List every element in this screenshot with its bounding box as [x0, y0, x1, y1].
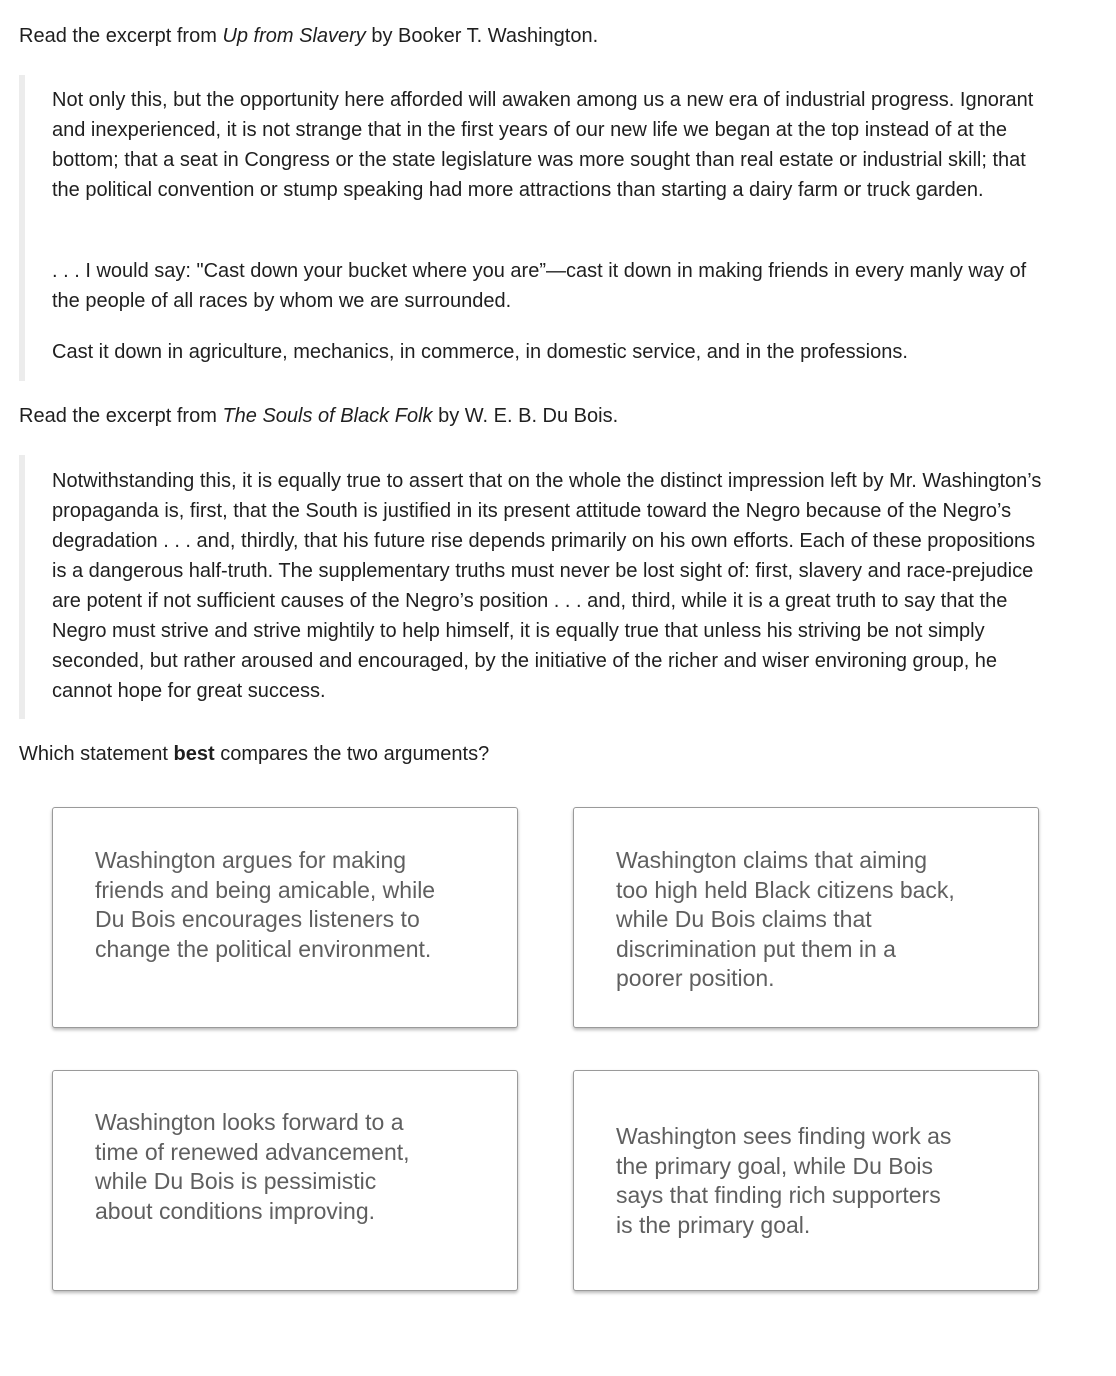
- excerpt-paragraph: . . . I would say: "Cast down your bucket where you are”—cast it down in making friends in every manly way of the people of all races by whom we are surrounded.: [52, 260, 1027, 312]
- excerpt-dubois: [19, 455, 1059, 719]
- answer-choice-text: Washington argues for making friends and being amicable, while Du Bois encourages listeners to change the political environment.: [95, 847, 436, 962]
- question-prompt: [19, 741, 489, 767]
- question-suffix: compares the two arguments?: [214, 743, 490, 765]
- question-emphasis: best: [173, 743, 215, 765]
- answer-choice-a[interactable]: [52, 807, 518, 1028]
- intro-suffix: by Booker T. Washington.: [365, 25, 599, 47]
- answer-choice-d[interactable]: [573, 1070, 1039, 1291]
- excerpt-paragraph: Notwithstanding this, it is equally true to assert that on the whole the distinct impression left by Mr. Washington’s propaganda is, first, that the South is justified in its present attitude toward the Negro because of the Negro’s degradation . . . and, thirdly, that his future rise depends primarily on his own efforts. Each of these propositions is a dangerous half-truth. The supplementary truths must never be lost sight of: first, slavery and race-prejudice are potent if not sufficient causes of the Negro’s position . . . and, third, while it is a great truth to say that the Negro must strive and strive mightily to help himself, it is equally true that unless his striving be not simply seconded, but rather aroused and encouraged, by the initiative of the richer and wiser environing group, he cannot hope for great success.: [52, 470, 1042, 702]
- excerpt-paragraph: Not only this, but the opportunity here afforded will awaken among us a new era of industrial progress. Ignorant and inexperienced, it is not strange that in the first years of our new life we began at the top instead of at the bottom; that a seat in Congress or the state legislature was more sought than real estate or industrial skill; that the political convention or stump speaking had more attractions than starting a dairy farm or truck garden.: [52, 89, 1034, 201]
- excerpt-intro-washington: [19, 23, 598, 49]
- book-title: Up from Slavery: [222, 25, 366, 47]
- intro-prefix: Read the excerpt from: [19, 25, 223, 47]
- intro-prefix: Read the excerpt from: [19, 405, 223, 427]
- answer-choice-text: Washington claims that aiming too high held Black citizens back, while Du Bois claims that discrimination put them in a poorer position.: [616, 847, 955, 991]
- book-title: The Souls of Black Folk: [222, 405, 433, 427]
- answer-choice-text: Washington sees finding work as the primary goal, while Du Bois says that finding rich supporters is the primary goal.: [616, 1123, 952, 1238]
- excerpt-intro-dubois: [19, 403, 618, 429]
- intro-suffix: by W. E. B. Du Bois.: [432, 405, 619, 427]
- excerpt-paragraph: Cast it down in agriculture, mechanics, in commerce, in domestic service, and in the professions.: [52, 341, 908, 363]
- answer-choice-text: Washington looks forward to a time of renewed advancement, while Du Bois is pessimistic about conditions improving.: [95, 1109, 410, 1224]
- excerpt-washington: [19, 75, 1059, 381]
- answer-choice-c[interactable]: [52, 1070, 518, 1291]
- question-prefix: Which statement: [19, 743, 174, 765]
- answer-choice-b[interactable]: [573, 807, 1039, 1028]
